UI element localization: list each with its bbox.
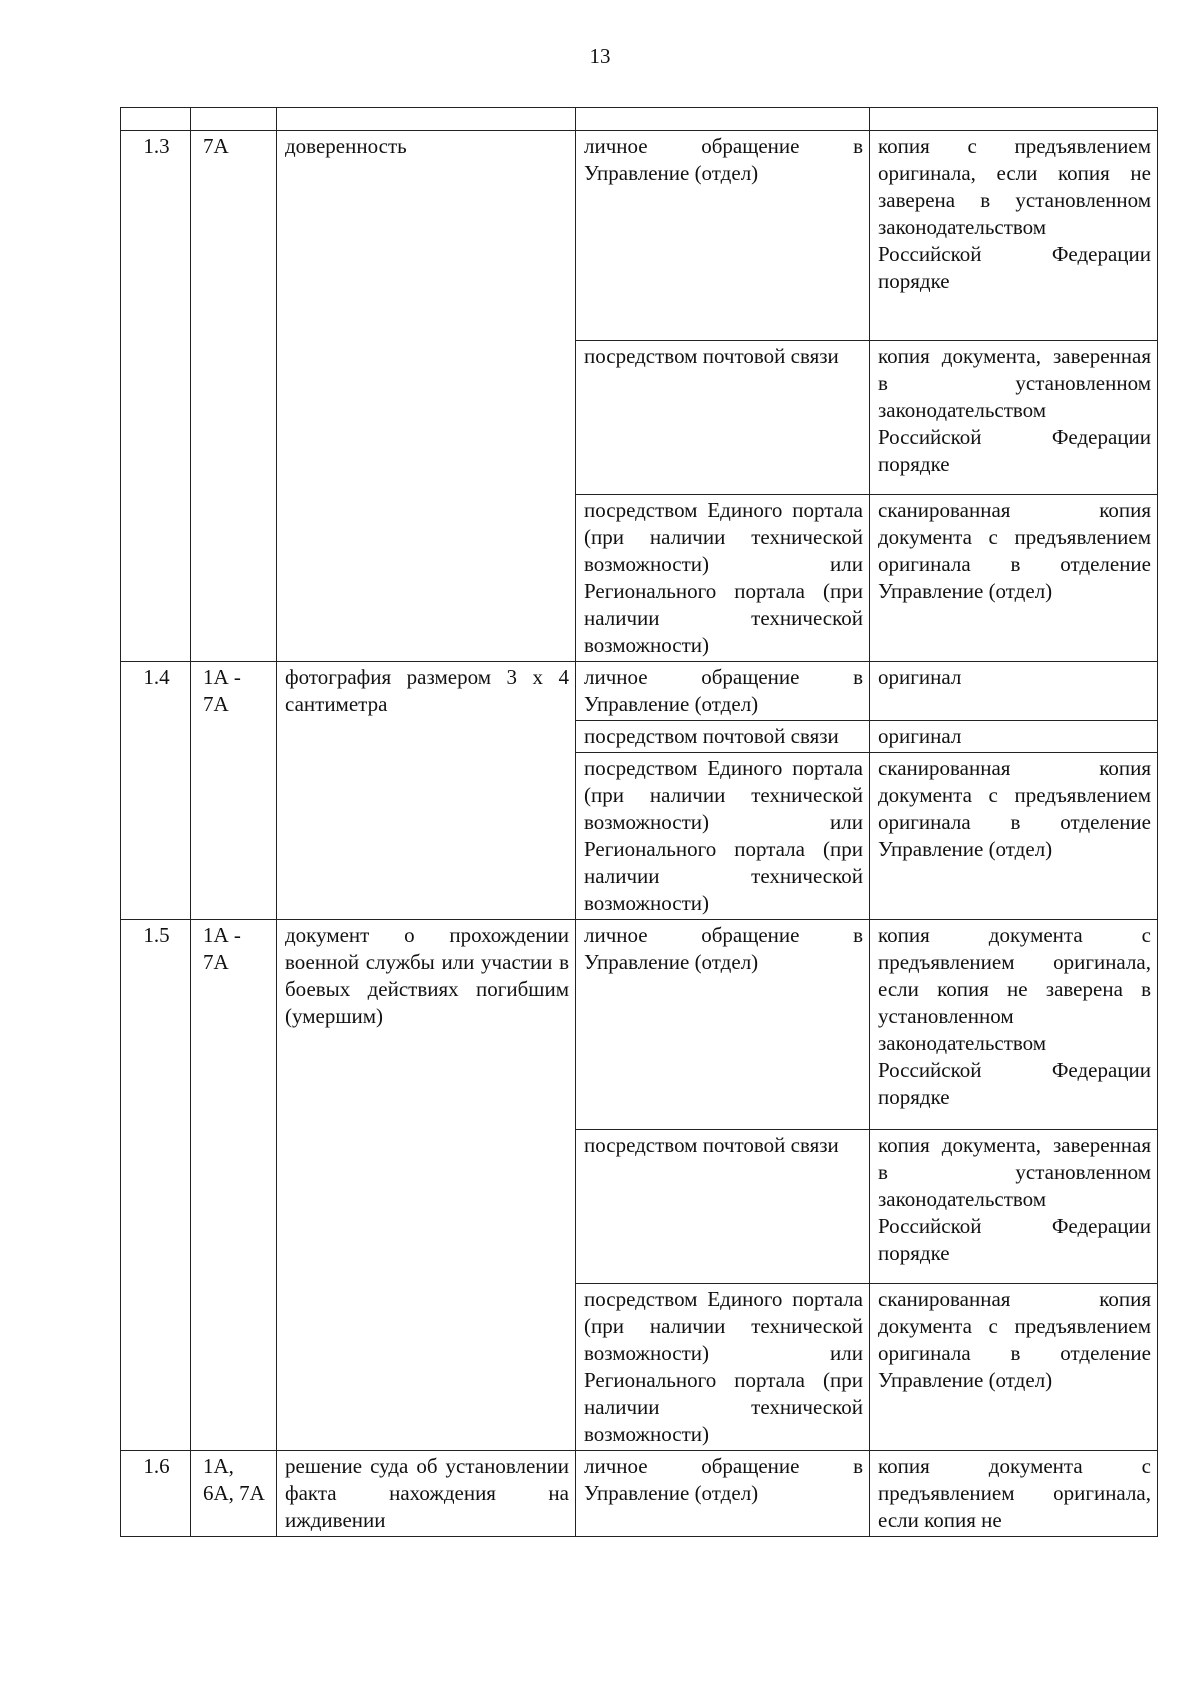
row-number: 1.5 <box>121 920 191 1451</box>
table-header-row <box>121 108 1158 131</box>
row-number: 1.6 <box>121 1451 191 1537</box>
document-name: документ о прохождении военной службы или участии в боевых действиях погибшим (умершим) <box>277 920 576 1451</box>
header-cell <box>576 108 870 131</box>
submission-method: посредством Единого портала (при наличии технической возможности) или Регионального портала (при наличии технической возможности) <box>576 495 870 662</box>
document-name: фотография размером 3 х 4 сантиметра <box>277 662 576 920</box>
header-cell <box>121 108 191 131</box>
submission-method: посредством почтовой связи <box>576 721 870 753</box>
submission-method: личное обращение в Управление (отдел) <box>576 131 870 341</box>
header-cell <box>191 108 277 131</box>
table-row <box>121 131 1158 341</box>
table-row <box>121 1451 1158 1537</box>
table-row <box>121 920 1158 1130</box>
page-number: 13 <box>589 44 611 68</box>
submission-method: посредством Единого портала (при наличии технической возможности) или Регионального портала (при наличии технической возможности) <box>576 1284 870 1451</box>
document-form: копия документа, заверенная в установленном законодательством Российской Федерации порядке <box>870 1130 1158 1284</box>
category-code: 1А - 7А <box>191 920 277 1451</box>
documents-table <box>120 107 1158 1537</box>
submission-method: посредством почтовой связи <box>576 1130 870 1284</box>
header-cell <box>870 108 1158 131</box>
document-form: оригинал <box>870 662 1158 721</box>
document-form: оригинал <box>870 721 1158 753</box>
submission-method: личное обращение в Управление (отдел) <box>576 662 870 721</box>
submission-method: посредством Единого портала (при наличии технической возможности) или Регионального портала (при наличии технической возможности) <box>576 753 870 920</box>
table-row <box>121 662 1158 721</box>
document-form: сканированная копия документа с предъявлением оригинала в отделение Управление (отдел) <box>870 1284 1158 1451</box>
document-form: копия документа с предъявлением оригинала, если копия не <box>870 1451 1158 1537</box>
submission-method: личное обращение в Управление (отдел) <box>576 920 870 1130</box>
category-code: 1А, 6А, 7А <box>191 1451 277 1537</box>
category-code: 1А - 7А <box>191 662 277 920</box>
document-form: копия документа, заверенная в установленном законодательством Российской Федерации порядке <box>870 341 1158 495</box>
document-form: сканированная копия документа с предъявлением оригинала в отделение Управление (отдел) <box>870 753 1158 920</box>
submission-method: личное обращение в Управление (отдел) <box>576 1451 870 1537</box>
document-name: решение суда об установлении факта нахождения на иждивении <box>277 1451 576 1537</box>
submission-method: посредством почтовой связи <box>576 341 870 495</box>
row-number: 1.3 <box>121 131 191 662</box>
row-number: 1.4 <box>121 662 191 920</box>
document-form: копия с предъявлением оригинала, если копия не заверена в установленном законодательством Российской Федерации порядке <box>870 131 1158 341</box>
document-form: сканированная копия документа с предъявлением оригинала в отделение Управление (отдел) <box>870 495 1158 662</box>
header-cell <box>277 108 576 131</box>
category-code: 7А <box>191 131 277 662</box>
document-name: доверенность <box>277 131 576 662</box>
document-form: копия документа с предъявлением оригинала, если копия не заверена в установленном законодательством Российской Федерации порядке <box>870 920 1158 1130</box>
